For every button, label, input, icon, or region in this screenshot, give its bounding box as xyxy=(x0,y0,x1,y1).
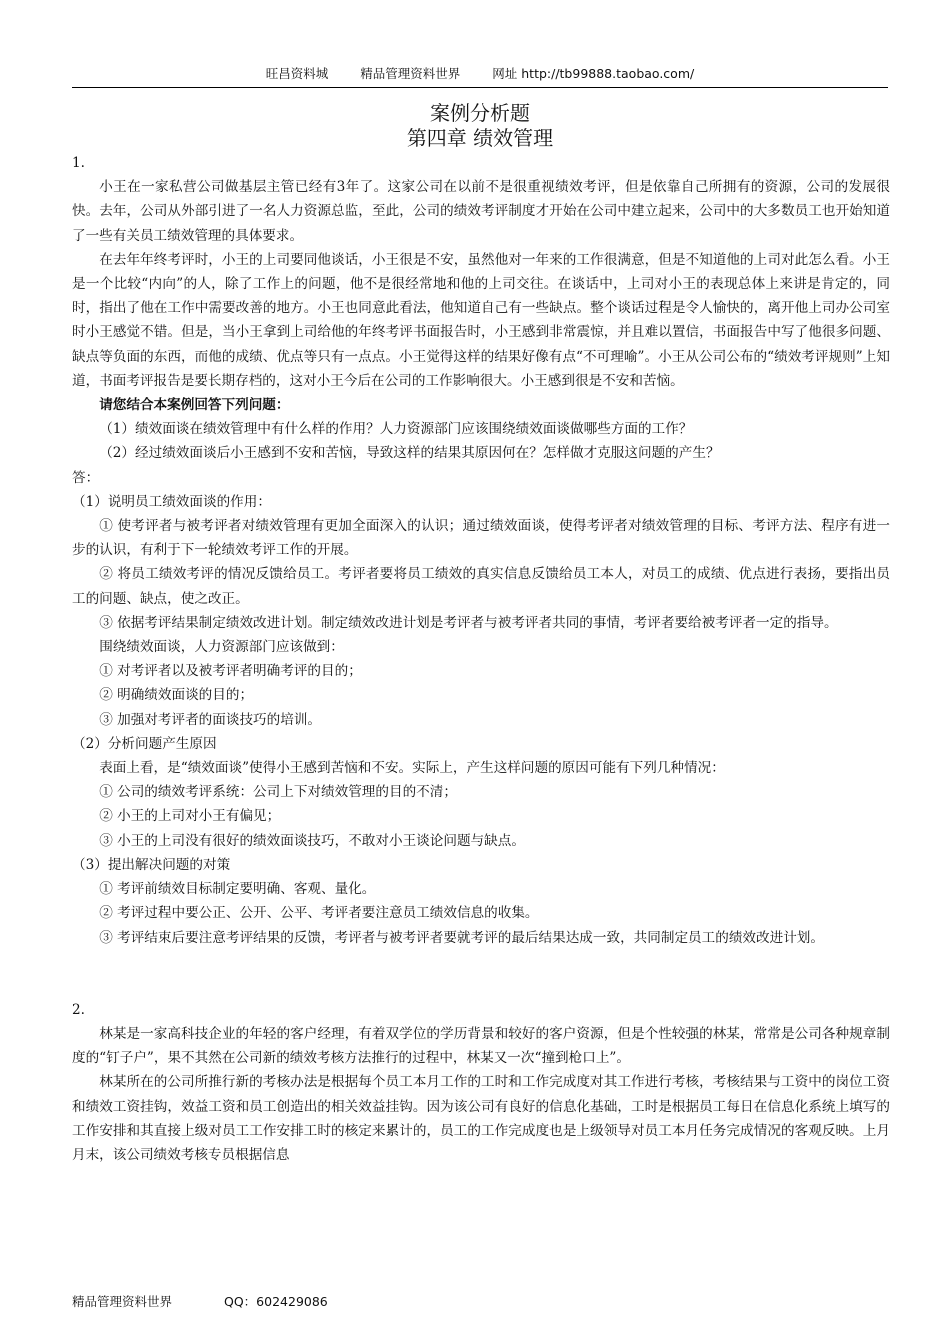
answer-1-hr-intro: 围绕绩效面谈，人力资源部门应该做到： xyxy=(99,639,344,656)
page-title: 案例分析题 xyxy=(430,101,530,125)
header-rule xyxy=(72,87,888,88)
answer-2-item-1: ① 公司的绩效考评系统：公司上下对绩效管理的目的不清； xyxy=(99,784,457,801)
footer-site-title: 精品管理资料世界 xyxy=(72,1294,173,1309)
question-1: （1）绩效面谈在绩效管理中有什么样的作用？人力资源部门应该围绕绩效面谈做哪些方面的工作？ xyxy=(99,421,693,438)
answer-3-heading: （3）提出解决问题的对策 xyxy=(72,856,231,873)
question-heading: 请您结合本案例回答下列问题： xyxy=(99,397,290,414)
answer-3-item-3: ③ 考评结束后要注意考评结果的反馈，考评者与被考评者要就考评的最后结果达成一致，共同制定员工的绩效改进计划。 xyxy=(99,929,824,946)
section-gap xyxy=(72,950,890,998)
answer-1-hr-item-2: ② 明确绩效面谈的目的； xyxy=(99,687,254,704)
answer-1-hr-item-3: ③ 加强对考评者的面谈技巧的培训。 xyxy=(99,711,322,728)
answer-2-item-3: ③ 小王的上司没有很好的绩效面谈技巧，不敢对小王谈论问题与缺点。 xyxy=(99,832,525,849)
case-1-number: 1. xyxy=(72,155,85,171)
case-2-paragraph-1: 林某是一家高科技企业的年轻的客户经理，有着双学位的学历背景和较好的客户资源，但是个性较强的林某，常常是公司各种规章制度的“钉子户”，果不其然在公司新的绩效考核方法推行的过程中，林某又一次“撞到枪口上”。 xyxy=(72,1025,890,1067)
answer-1-hr-item-1: ① 对考评者以及被考评者明确考评的目的； xyxy=(99,663,362,680)
answer-1-item-2: ② 将员工绩效考评的情况反馈给员工。考评者要将员工绩效的真实信息反馈给员工本人，对员工的成绩、优点进行表扬，要指出员工的问题、缺点，使之改正。 xyxy=(72,566,890,607)
case-2-number: 2. xyxy=(72,1001,85,1018)
answer-1-item-3: ③ 依据考评结果制定绩效改进计划。制定绩效改进计划是考评者与被考评者共同的事情，考评者要给被考评者一定的指导。 xyxy=(99,614,838,631)
page-header xyxy=(72,64,888,82)
answer-2-intro: 表面上看，是“绩效面谈”使得小王感到苦恼和不安。实际上，产生这样问题的原因可能有下列几种情况： xyxy=(99,760,725,777)
answer-3-item-2: ② 考评过程中要公正、公开、公平、考评者要注意员工绩效信息的收集。 xyxy=(99,905,539,922)
footer-qq: QQ：602429086 xyxy=(224,1294,328,1309)
case-2-paragraph-2: 林某所在的公司所推行新的考核办法是根据每个员工本月工作的工时和工作完成度对其工作进行考核，考核结果与工资中的岗位工资和绩效工资挂钩，效益工资和员工创造出的相关效益挂钩。因为该公司有良好的信息化基础，工时是根据员工每日在信息化系统上填写的工作安排和其直接上级对员工工作安排工时的核定来累计的，员工的工作完成度也是上级领导对员工本月任务完成情况的客观反映。上月月末，该公司绩效考核专员根据信息 xyxy=(72,1074,890,1163)
header-site-title: 精品管理资料世界 xyxy=(360,66,461,81)
answer-1-heading: （1）说明员工绩效面谈的作用： xyxy=(72,493,271,510)
chapter-title: 第四章 绩效管理 xyxy=(406,126,554,150)
answer-2-heading: （2）分析问题产生原因 xyxy=(72,735,217,752)
answer-3-item-1: ① 考评前绩效目标制定要明确、客观、量化。 xyxy=(99,881,376,898)
answer-1-item-1: ① 使考评者与被考评者对绩效管理有更加全面深入的认识；通过绩效面谈，使得考评者对绩效管理的目标、考评方法、程序有进一步的认识，有利于下一轮绩效考评工作的开展。 xyxy=(72,518,890,559)
header-url: 网址 http://tb99888.taobao.com/ xyxy=(492,66,695,81)
answer-label: 答： xyxy=(72,469,100,486)
answer-2-item-2: ② 小王的上司对小王有偏见； xyxy=(99,808,281,825)
case-1-paragraph-1: 小王在一家私营公司做基层主管已经有3年了。这家公司在以前不是很重视绩效考评，但是依靠自己所拥有的资源，公司的发展很快。去年，公司从外部引进了一名人力资源总监，至此，公司的绩效考评制度才开始在公司中建立起来，公司中的大多数员工也开始知道了一些有关员工绩效管理的具体要求。 xyxy=(72,179,890,244)
document-body xyxy=(72,151,890,1167)
page-footer xyxy=(72,1292,328,1310)
question-2: （2）经过绩效面谈后小王感到不安和苦恼，导致这样的结果其原因何在？怎样做才克服这问题的产生？ xyxy=(99,445,720,462)
case-1-paragraph-2: 在去年年终考评时，小王的上司要同他谈话，小王很是不安，虽然他对一年来的工作很满意，但是不知道他的上司对此怎么看。小王是一个比较“内向”的人，除了工作上的问题，他不是很经常地和他的上司交往。在谈话中，上司对小王的表现总体上来讲是肯定的，同时，指出了他在工作中需要改善的地方。小王也同意此看法，他知道自己有一些缺点。整个谈话过程是令人愉快的，离开他上司办公司室时小王感觉不错。但是，当小王拿到上司给他的年终考评书面报告时，小王感到非常震惊，并且难以置信，书面报告中写了他很多问题、缺点等负面的东西，而他的成绩、优点等只有一点点。小王觉得这样的结果好像有点“不可理喻”。小王从公司公布的“绩效考评规则”上知道，书面考评报告是要长期存档的，这对小王今后在公司的工作影响很大。小王感到很是不安和苦恼。 xyxy=(72,251,890,389)
header-site-name: 旺昌资料城 xyxy=(265,66,329,81)
